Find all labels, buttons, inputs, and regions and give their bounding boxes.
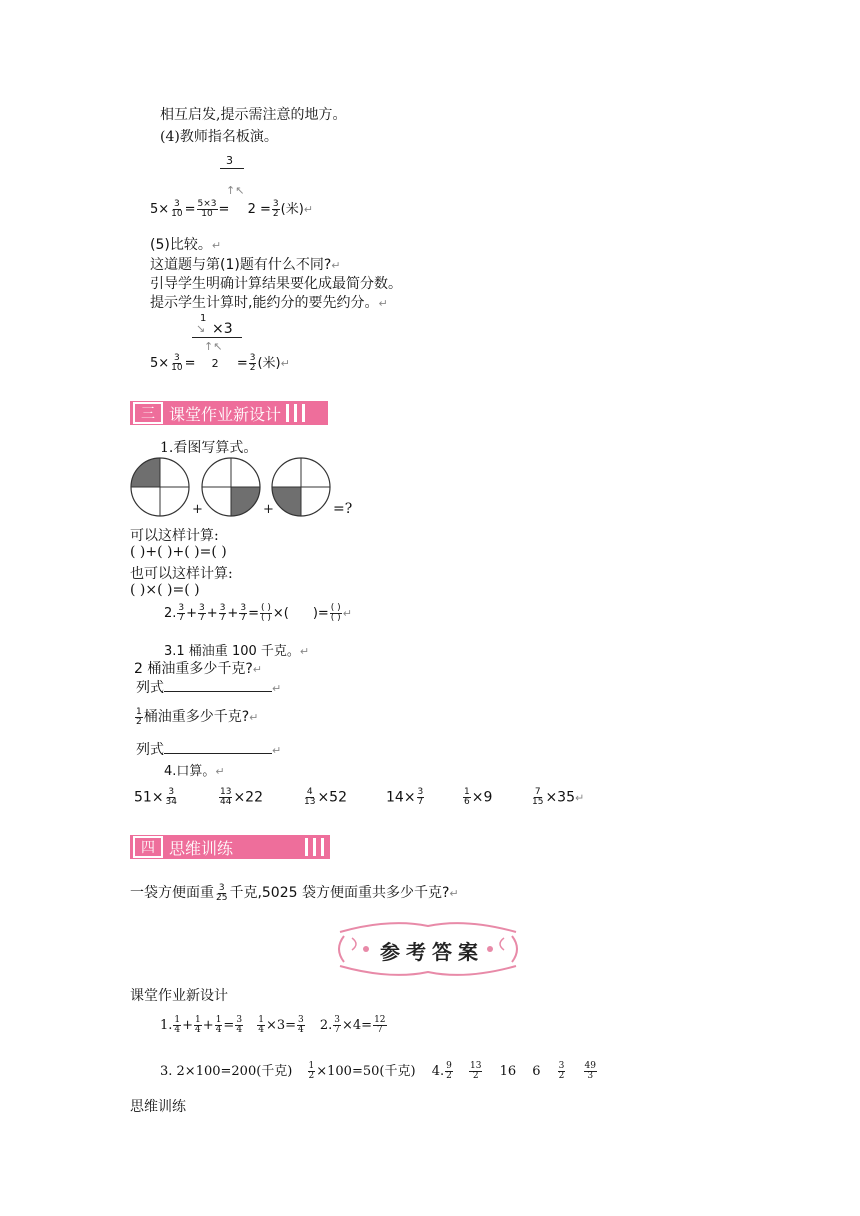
equals-question: =?: [333, 501, 353, 517]
answer-line-1: 1. $\frac{1}{4}$ + $\frac{1}{4}$ + $\frac{1}{4}$ = $\frac{3}{4}$ $\frac{1}{4}$ ×3= $\frac{3}{4}$ 2. $\frac{3}{7}$ ×4= $\frac{12}{7}$: [160, 1015, 386, 1035]
text-line: (5)比较。↵: [150, 237, 222, 253]
calc-line-2: 5× $\frac{3}{10}$ = 2 = $\frac{3}{2}$ (米)↵: [150, 353, 290, 373]
text-line: 引导学生明确计算结果要化成最简分数。: [150, 276, 402, 292]
oral-item: $\frac{13}{44}$ ×22: [220, 787, 263, 807]
oral-item: $\frac{7}{15}$ ×35↵: [532, 787, 585, 807]
plus-sign: +: [192, 502, 203, 517]
oral-item: 51× $\frac{3}{34}$: [134, 787, 177, 807]
blank-expression: ( )×( )=( ): [130, 582, 200, 598]
text-line: (4)教师指名板演。: [160, 129, 278, 145]
text-line: 相互启发,提示需注意的地方。: [160, 107, 347, 123]
section-number: 三: [133, 402, 163, 424]
fraction-bar: [192, 337, 242, 338]
text-line: 可以这样计算:: [130, 528, 219, 544]
cancel-arrow-icon: ↑↖: [204, 340, 223, 353]
cancel-arrow-icon: ↑↖: [226, 184, 245, 197]
stack-top-num: 3: [226, 154, 233, 167]
section-banner: [130, 835, 330, 859]
oral-item: $\frac{1}{6}$ ×9: [464, 787, 493, 807]
answer-line: 列式 ↵: [136, 742, 282, 758]
section-title: 思维训练: [169, 838, 234, 858]
cancel-arrow-icon: ↘: [196, 322, 206, 335]
answer-line-3: 3. 2×100=200(千克) $\frac{1}{2}$ ×100=50(千克) 4. $\frac{9}{2}$ $\frac{13}{2}$ 16 6 $\frac{3}{2}$ $\frac{49}{3}$: [160, 1061, 596, 1081]
task-1-title: 1.看图写算式。: [160, 440, 258, 456]
fraction-circle-2: [200, 456, 262, 518]
answer-heading: 思维训练: [130, 1099, 186, 1115]
calc-line-1: 5× $\frac{3}{10}$ = $\frac{5\times 3}{10}$ = 2 = $\frac{3}{2}$ (米)↵: [150, 199, 314, 219]
section-title: 课堂作业新设计: [169, 404, 282, 424]
fraction-circle-3: [270, 456, 332, 518]
answer-heading: 课堂作业新设计: [130, 988, 228, 1004]
text-line: 这道题与第(1)题有什么不同?↵: [150, 257, 341, 273]
answer-banner-title: 参考答案: [380, 940, 484, 964]
thinking-question: 一袋方便面重 $\frac{3}{25}$ 千克,5025 袋方便面重共多少千克?↵: [130, 882, 459, 903]
task-3-question-2: $\frac{1}{2}$ 桶油重多少千克?↵: [136, 706, 259, 727]
oral-item: 14× $\frac{3}{7}$: [386, 787, 424, 807]
stack-top: 1: [200, 313, 207, 324]
fraction-circle-1: [129, 456, 191, 518]
section-number: 四: [133, 836, 163, 858]
blank-expression: ( )+( )+( )=( ): [130, 544, 227, 560]
section-banner: [130, 401, 328, 425]
task-4-title: 4.口算。↵: [164, 764, 225, 779]
text-line: 提示学生计算时,能约分的要先约分。↵: [150, 295, 388, 311]
task-3-title: 3.1 桶油重 100 千克。↵: [164, 644, 310, 659]
fraction-bar: [220, 168, 244, 169]
stack-times: ×3: [212, 321, 233, 337]
oral-item: $\frac{4}{13}$ ×52: [304, 787, 347, 807]
text-line: 也可以这样计算:: [130, 566, 233, 582]
plus-sign: +: [263, 502, 274, 517]
answer-line: 列式 ↵: [136, 680, 282, 696]
task-3-question-1: 2 桶油重多少千克?↵: [134, 661, 263, 677]
task-2-expression: 2. $\frac{3}{7}$ + $\frac{3}{7}$ + $\frac{3}{7}$ + $\frac{3}{7}$ = ( ) ( ) ×( )= ( ) ( ) ↵: [164, 603, 352, 623]
answer-banner: [330, 918, 526, 984]
